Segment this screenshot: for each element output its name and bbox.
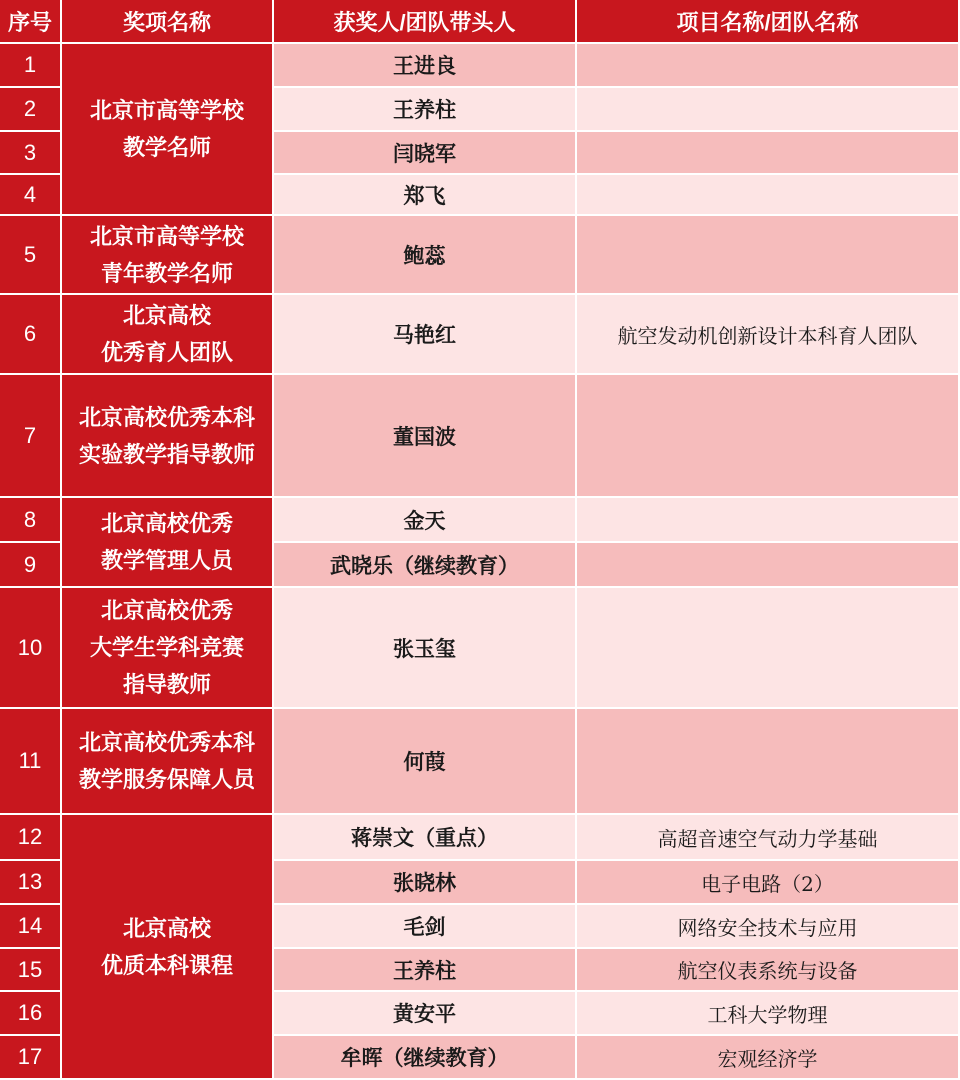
winner-cell: 张晓林 bbox=[274, 861, 577, 905]
row-seq: 14 bbox=[0, 905, 62, 949]
row-seq: 13 bbox=[0, 861, 62, 905]
winner-cell: 王养柱 bbox=[274, 949, 577, 992]
row-seq: 10 bbox=[0, 588, 62, 709]
project-cell bbox=[577, 709, 960, 815]
winner-cell: 牟晖（继续教育） bbox=[274, 1036, 577, 1080]
row-seq: 1 bbox=[0, 44, 62, 88]
winner-cell: 王进良 bbox=[274, 44, 577, 88]
award-name-line: 实验教学指导教师 bbox=[78, 441, 255, 467]
table-row bbox=[0, 295, 960, 375]
table-row bbox=[0, 815, 960, 861]
project-cell bbox=[577, 375, 960, 498]
winner-cell: 蒋崇文（重点） bbox=[274, 815, 577, 861]
table-row bbox=[0, 375, 960, 498]
header-award: 奖项名称 bbox=[62, 0, 274, 44]
winner-cell: 毛剑 bbox=[274, 905, 577, 949]
row-seq: 7 bbox=[0, 375, 62, 498]
award-name-cell bbox=[62, 588, 274, 709]
award-name-line: 优质本科课程 bbox=[100, 952, 233, 978]
project-cell: 宏观经济学 bbox=[577, 1036, 960, 1080]
row-seq: 9 bbox=[0, 543, 62, 588]
table-row bbox=[0, 709, 960, 815]
winner-cell: 武晓乐（继续教育） bbox=[274, 543, 577, 588]
award-name-cell bbox=[62, 375, 274, 498]
header-project: 项目名称/团队名称 bbox=[577, 0, 960, 44]
award-name-cell bbox=[62, 709, 274, 815]
winner-cell: 马艳红 bbox=[274, 295, 577, 375]
award-name-line: 北京高校优秀 bbox=[100, 598, 233, 623]
project-cell: 航空仪表系统与设备 bbox=[577, 949, 960, 992]
award-name-line: 北京市高等学校 bbox=[89, 223, 244, 249]
row-seq: 17 bbox=[0, 1036, 62, 1080]
winner-cell: 鲍蕊 bbox=[274, 216, 577, 295]
row-seq: 6 bbox=[0, 295, 62, 375]
project-cell bbox=[577, 88, 960, 132]
award-name-line: 北京高校优秀本科 bbox=[78, 730, 255, 755]
winner-cell: 董国波 bbox=[274, 375, 577, 498]
award-name-cell bbox=[62, 815, 274, 1080]
award-name-line: 北京高校 bbox=[122, 303, 211, 328]
project-cell: 电子电路（2） bbox=[577, 861, 960, 905]
winner-cell: 张玉玺 bbox=[274, 588, 577, 709]
award-name-line: 青年教学名师 bbox=[100, 260, 233, 286]
winner-cell: 黄安平 bbox=[274, 992, 577, 1036]
award-name-line: 教学名师 bbox=[122, 135, 211, 160]
row-seq: 4 bbox=[0, 175, 62, 216]
project-cell bbox=[577, 175, 960, 216]
award-name-cell bbox=[62, 44, 274, 216]
award-name-line: 北京高校 bbox=[122, 915, 211, 941]
award-name-line: 大学生学科竞赛 bbox=[89, 635, 244, 660]
project-cell: 航空发动机创新设计本科育人团队 bbox=[577, 295, 960, 375]
award-name-line: 优秀育人团队 bbox=[100, 340, 233, 365]
award-name-line: 指导教师 bbox=[122, 672, 211, 697]
header-row bbox=[0, 0, 960, 44]
winner-cell: 金天 bbox=[274, 498, 577, 543]
winner-cell: 郑飞 bbox=[274, 175, 577, 216]
winner-cell: 闫晓军 bbox=[274, 132, 577, 175]
award-name-line: 教学服务保障人员 bbox=[78, 767, 255, 792]
project-cell: 网络安全技术与应用 bbox=[577, 905, 960, 949]
row-seq: 16 bbox=[0, 992, 62, 1036]
row-seq: 11 bbox=[0, 709, 62, 815]
row-seq: 3 bbox=[0, 132, 62, 175]
header-seq: 序号 bbox=[0, 0, 62, 44]
table-row bbox=[0, 588, 960, 709]
winner-cell: 何葭 bbox=[274, 709, 577, 815]
row-seq: 8 bbox=[0, 498, 62, 543]
award-name-cell bbox=[62, 498, 274, 588]
project-cell bbox=[577, 543, 960, 588]
winner-cell: 王养柱 bbox=[274, 88, 577, 132]
project-cell bbox=[577, 132, 960, 175]
award-name-line: 北京市高等学校 bbox=[89, 98, 244, 123]
project-cell: 工科大学物理 bbox=[577, 992, 960, 1036]
award-name-cell bbox=[62, 216, 274, 295]
project-cell bbox=[577, 216, 960, 295]
award-name-line: 北京高校优秀 bbox=[100, 511, 233, 536]
header-winner: 获奖人/团队带头人 bbox=[274, 0, 577, 44]
row-seq: 15 bbox=[0, 949, 62, 992]
table-row bbox=[0, 216, 960, 295]
row-seq: 5 bbox=[0, 216, 62, 295]
project-cell bbox=[577, 588, 960, 709]
award-name-line: 北京高校优秀本科 bbox=[78, 404, 255, 430]
project-cell bbox=[577, 498, 960, 543]
award-name-line: 教学管理人员 bbox=[100, 548, 233, 573]
project-cell bbox=[577, 44, 960, 88]
table-row bbox=[0, 44, 960, 88]
row-seq: 12 bbox=[0, 815, 62, 861]
award-name-cell bbox=[62, 295, 274, 375]
row-seq: 2 bbox=[0, 88, 62, 132]
table-row bbox=[0, 498, 960, 543]
project-cell: 高超音速空气动力学基础 bbox=[577, 815, 960, 861]
